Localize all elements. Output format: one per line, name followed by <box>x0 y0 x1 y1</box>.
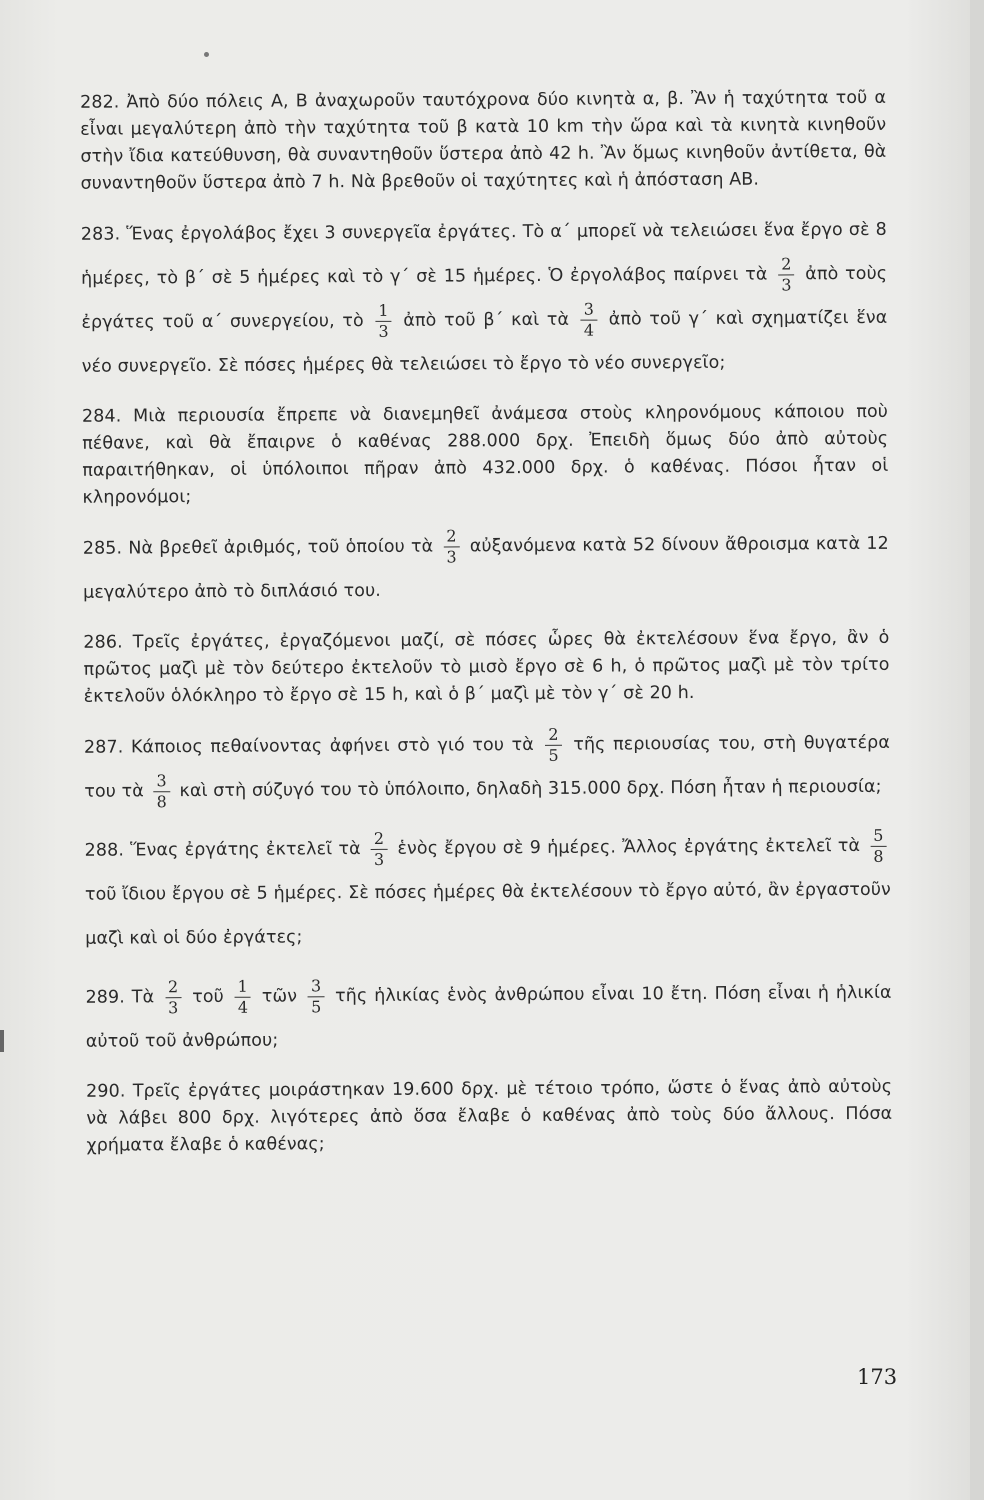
problem-283 <box>37 208 888 389</box>
denominator: 5 <box>308 996 324 1015</box>
problem-282 <box>36 85 887 198</box>
problem-287-text-1: 287. Κάποιος πεθαίνοντας ἀφήνει στὸ γιό του τὰ <box>83 734 534 758</box>
numerator: 1 <box>237 976 248 996</box>
numerator: 2 <box>167 976 179 996</box>
denominator: 8 <box>870 845 886 864</box>
problem-289-text-2: τοῦ <box>192 986 224 1008</box>
fraction <box>235 978 252 1015</box>
problem-288-text-2: ἑνὸς ἔργου σὲ 9 ἡμέρες. Ἄλλος ἐργάτης ἐκτελεῖ τὰ <box>397 835 861 859</box>
problem-289-text-1: 289. Τὰ <box>85 987 155 1008</box>
fraction <box>870 827 887 864</box>
problem-283-text-3: ἀπὸ τοῦ β΄ καὶ τὰ <box>403 309 570 331</box>
denominator: 3 <box>778 274 794 293</box>
page-number: 173 <box>857 1365 898 1389</box>
problem-286-text: 286. Τρεῖς ἐργάτες, ἐργαζόμενοι μαζί, σὲ πόσες ὧρες θὰ ἐκτελέσουν ἕνα ἔργο, ἂν ὁ πρῶτος μαζὶ μὲ τὸν δεύτερο ἐκτελοῦν τὸ μισὸ ἔργο σὲ 6 h, ὁ πρῶτος μαζὶ μὲ τὸν τρίτο ἐκτελοῦν ὁλόκληρο τὸ ἔργο σὲ 15 h, καὶ ὁ β΄ μαζὶ μὲ τὸν γ΄ σὲ 20 h. <box>83 627 890 707</box>
problem-283-text-1: 283. Ἕνας ἐργολάβος ἔχει 3 συνεργεῖα ἐργάτες. Τὸ α΄ μπορεῖ νὰ τελειώσει ἕνα ἔργο σὲ 8 ἡμέρες, τὸ β΄ σὲ 5 ἡμέρες καὶ τὸ γ΄ σὲ 15 ἡμέρες. Ὁ ἐργολάβος παίρνει τὰ <box>80 219 887 289</box>
numerator: 2 <box>548 724 559 744</box>
fraction <box>375 302 392 339</box>
problem-285-text-1: 285. Νὰ βρεθεῖ ἀριθμός, τοῦ ὁποίου τὰ <box>82 536 434 559</box>
problem-287-text-2: τῆς περιουσίας του, στὴ θυγατέρα του τὰ <box>84 732 891 802</box>
numerator: 3 <box>583 299 595 319</box>
fraction <box>778 253 795 294</box>
fraction <box>153 770 170 811</box>
problem-290-text: 290. Τρεῖς ἐργάτες μοιράστηκαν 19.600 δρχ. μὲ τέτοιο τρόπο, ὥστε ὁ ἕνας ἀπὸ αὐτοὺς νὰ λάβει 800 δρχ. λιγότερες ἀπὸ ὅσα ἔλαβε ὁ καθένας ἀπὸ τοὺς δύο ἄλλους. Πόσα χρήματα ἔλαβε ὁ καθένας; <box>86 1076 893 1156</box>
numerator: 2 <box>781 253 792 273</box>
problem-283-text-4: ἀπὸ τοῦ γ΄ καὶ σχηματίζει ἕνα νέο συνεργεῖο. Σὲ πόσες ἡμέρες θὰ τελειώσει τὸ ἔργο τὸ νέο συνεργεῖο; <box>81 307 888 377</box>
numerator: 3 <box>156 770 167 790</box>
problem-284 <box>38 399 889 512</box>
denominator: 3 <box>443 546 459 565</box>
numerator: 2 <box>373 828 385 848</box>
problem-283-text-2: ἀπὸ τοὺς ἐργάτες τοῦ α΄ συνεργείου, τὸ <box>81 263 888 333</box>
problem-288 <box>41 824 892 961</box>
denominator: 8 <box>154 791 170 810</box>
denominator: 3 <box>375 320 391 339</box>
denominator: 3 <box>165 997 181 1016</box>
fraction <box>581 301 598 338</box>
fraction <box>371 830 388 867</box>
problem-289-text-3: τῶν <box>261 986 298 1007</box>
numerator: 5 <box>873 825 884 845</box>
print-dot-mark <box>204 52 209 57</box>
denominator: 5 <box>545 744 561 763</box>
denominator: 4 <box>581 319 597 338</box>
fraction <box>545 726 562 763</box>
problem-288-text-1: 288. Ἕνας ἐργάτης ἐκτελεῖ τὰ <box>84 839 361 861</box>
problem-289 <box>41 971 892 1064</box>
page-edge-shadow <box>970 0 984 1500</box>
denominator: 4 <box>235 996 251 1015</box>
fraction <box>308 975 325 1016</box>
numerator: 2 <box>446 525 457 546</box>
problem-289-text-4: τῆς ἡλικίας ἑνὸς ἀνθρώπου εἶναι 10 ἔτη. Πόση εἶναι ἡ ἡλικία αὐτοῦ τοῦ ἀνθρώπου; <box>85 982 892 1052</box>
problem-290 <box>42 1074 892 1160</box>
problem-287 <box>40 721 891 814</box>
numerator: 1 <box>378 300 389 320</box>
fraction <box>165 976 182 1017</box>
problem-286 <box>39 625 889 711</box>
exercise-list <box>36 85 893 1175</box>
problem-285-text-2: αὐξανόμενα κατὰ 52 δίνουν ἄθροισμα κατὰ 12 μεγαλύτερο ἀπὸ τὸ διπλάσιό του. <box>83 533 889 603</box>
binding-mark <box>0 1030 4 1052</box>
problem-282-text: 282. Ἀπὸ δύο πόλεις Α, Β ἀναχωροῦν ταυτόχρονα δύο κινητὰ α, β. Ἂν ἡ ταχύτητα τοῦ α εἶναι μεγαλύτερη ἀπὸ τὴν ταχύτητα τοῦ β κατὰ 10 km τὴν ὥρα καὶ τὰ κινητὰ κινηθοῦν στὴν ἴδια κατεύθυνση, θὰ συναντηθοῦν ὕστερα ἀπὸ 42 h. Ἂν ὅμως κινηθοῦν ἀντίθετα, θὰ συναντηθοῦν ὕστερα ἀπὸ 7 h. Νὰ βρεθοῦν οἱ ταχύτητες καὶ ἡ ἀπόσταση ΑΒ. <box>80 87 887 194</box>
numerator: 3 <box>310 975 322 995</box>
problem-285 <box>39 522 890 615</box>
fraction <box>443 525 460 567</box>
problem-287-text-3: καὶ στὴ σύζυγό του τὸ ὑπόλοιπο, δηλαδὴ 315.000 δρχ. Πόση ἦταν ἡ περιουσία; <box>179 776 882 802</box>
problem-284-text: 284. Μιὰ περιουσία ἔπρεπε νὰ διανεμηθεῖ ἀνάμεσα στοὺς κληρονόμους κάποιου ποὺ πέθανε, καὶ θὰ ἔπαιρνε ὁ καθένας 288.000 δρχ. Ἐπειδὴ ὅμως δύο ἀπὸ αὐτοὺς παραιτήθηκαν, οἱ ὑπόλοιποι πῆραν ἀπὸ 432.000 δρχ. ὁ καθένας. Πόσοι ἦταν οἱ κληρονόμοι; <box>81 401 889 508</box>
problem-288-text-3: τοῦ ἴδιου ἔργου σὲ 5 ἡμέρες. Σὲ πόσες ἡμέρες θὰ ἐκτελέσουν τὸ ἔργο αὐτό, ἂν ἐργαστοῦν μαζὶ καὶ οἱ δύο ἐργάτες; <box>84 879 891 949</box>
denominator: 3 <box>371 848 387 867</box>
